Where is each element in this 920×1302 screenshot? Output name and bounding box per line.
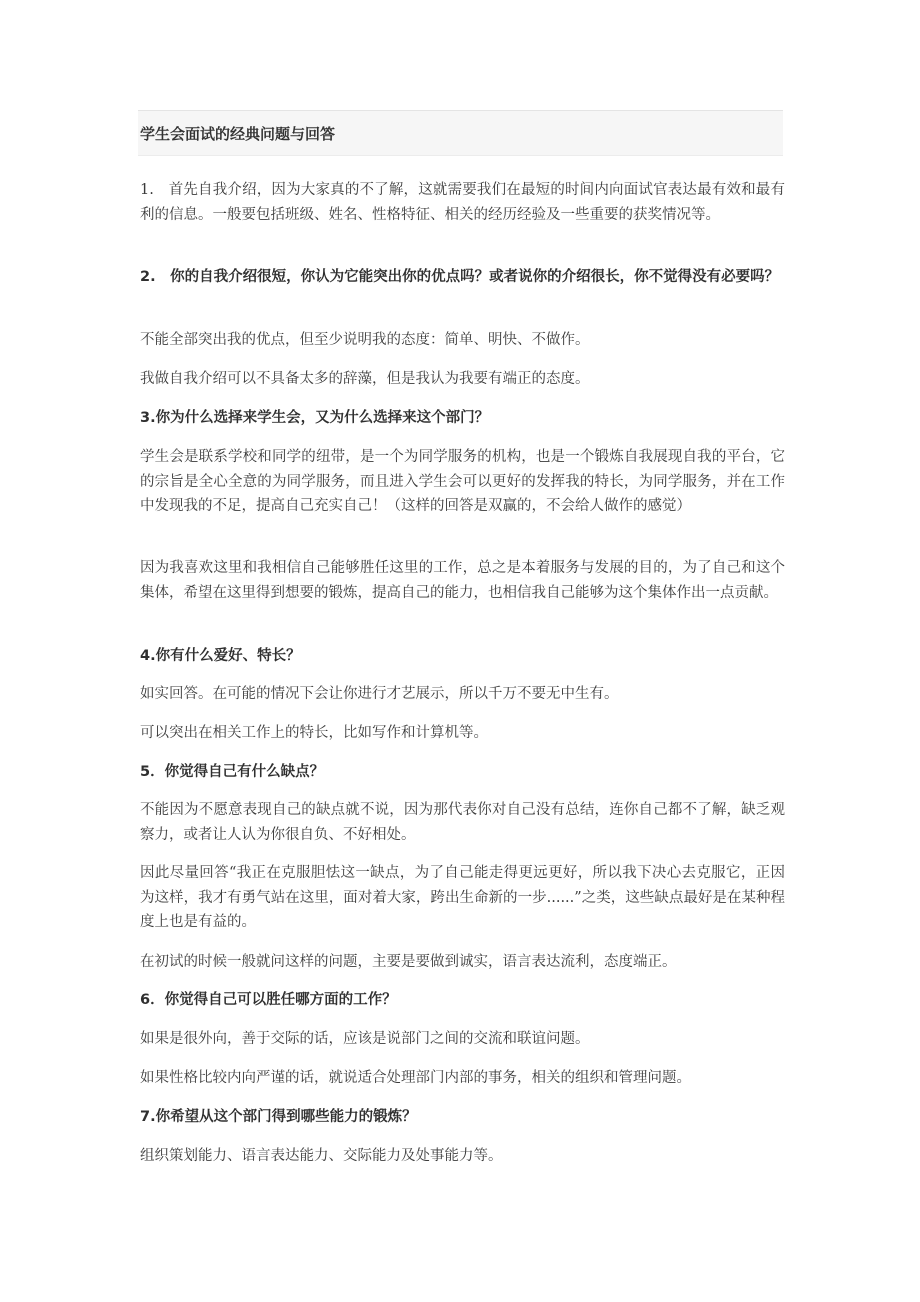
intro-paragraph: 1. 首先自我介绍，因为大家真的不了解，这就需要我们在最短的时间内向面试官表达最有效和最有利的信息。一般要包括班级、姓名、性格特征、相关的经历经验及一些重要的获奖情况等。 xyxy=(140,182,785,223)
question-5: 5．你觉得自己有什么缺点？ xyxy=(140,764,325,780)
answer-paragraph: 因此尽量回答“我正在克服胆怯这一缺点，为了自己能走得更远更好，所以我下决心去克服它，正因为这样，我才有勇气站在这里，面对着大家，跨出生命新的一步......”之类，这些缺点最好是在某种程度上也是有益的。 xyxy=(140,865,785,930)
answer-paragraph: 可以突出在相关工作上的特长，比如写作和计算机等。 xyxy=(140,725,488,741)
answer-paragraph: 不能因为不愿意表现自己的缺点就不说，因为那代表你对自己没有总结，连你自己都不了解，缺乏观察力，或者让人认为你很自负、不好相处。 xyxy=(140,802,785,843)
question-6: 6．你觉得自己可以胜任哪方面的工作？ xyxy=(140,992,397,1008)
title-bar xyxy=(138,110,783,156)
answer-paragraph: 学生会是联系学校和同学的纽带，是一个为同学服务的机构，也是一个锻炼自我展现自我的平台，它的宗旨是全心全意的为同学服务，而且进入学生会可以更好的发挥我的特长，为同学服务，并在工作中发现我的不足，提高自己充实自己！（这样的回答是双赢的，不会给人做作的感觉） xyxy=(140,449,785,514)
question-4: 4.你有什么爱好、特长？ xyxy=(140,648,301,664)
page-title: 学生会面试的经典问题与回答 xyxy=(140,125,336,143)
answer-paragraph: 不能全部突出我的优点，但至少说明我的态度：简单、明快、不做作。 xyxy=(140,332,590,348)
answer-paragraph: 如实回答。在可能的情况下会让你进行才艺展示，所以千万不要无中生有。 xyxy=(140,686,619,702)
answer-paragraph: 如果性格比较内向严谨的话，就说适合处理部门内部的事务，相关的组织和管理问题。 xyxy=(140,1070,691,1086)
question-3: 3.你为什么选择来学生会，又为什么选择来这个部门？ xyxy=(140,410,490,426)
answer-paragraph: 我做自我介绍可以不具备太多的辞藻，但是我认为我要有端正的态度。 xyxy=(140,371,590,387)
answer-paragraph: 组织策划能力、语言表达能力、交际能力及处事能力等。 xyxy=(140,1148,503,1164)
answer-paragraph: 如果是很外向，善于交际的话，应该是说部门之间的交流和联谊问题。 xyxy=(140,1031,590,1047)
question-2: 2. 你的自我介绍很短，你认为它能突出你的优点吗？或者说你的介绍很长，你不觉得没有必要吗？ xyxy=(140,269,780,285)
answer-paragraph: 在初试的时候一般就问这样的问题，主要是要做到诚实，语言表达流利，态度端正。 xyxy=(140,954,677,970)
question-7: 7.你希望从这个部门得到哪些能力的锻炼？ xyxy=(140,1109,417,1125)
answer-paragraph: 因为我喜欢这里和我相信自己能够胜任这里的工作，总之是本着服务与发展的目的，为了自己和这个集体，希望在这里得到想要的锻炼，提高自己的能力，也相信我自己能够为这个集体作出一点贡献。 xyxy=(140,560,785,601)
